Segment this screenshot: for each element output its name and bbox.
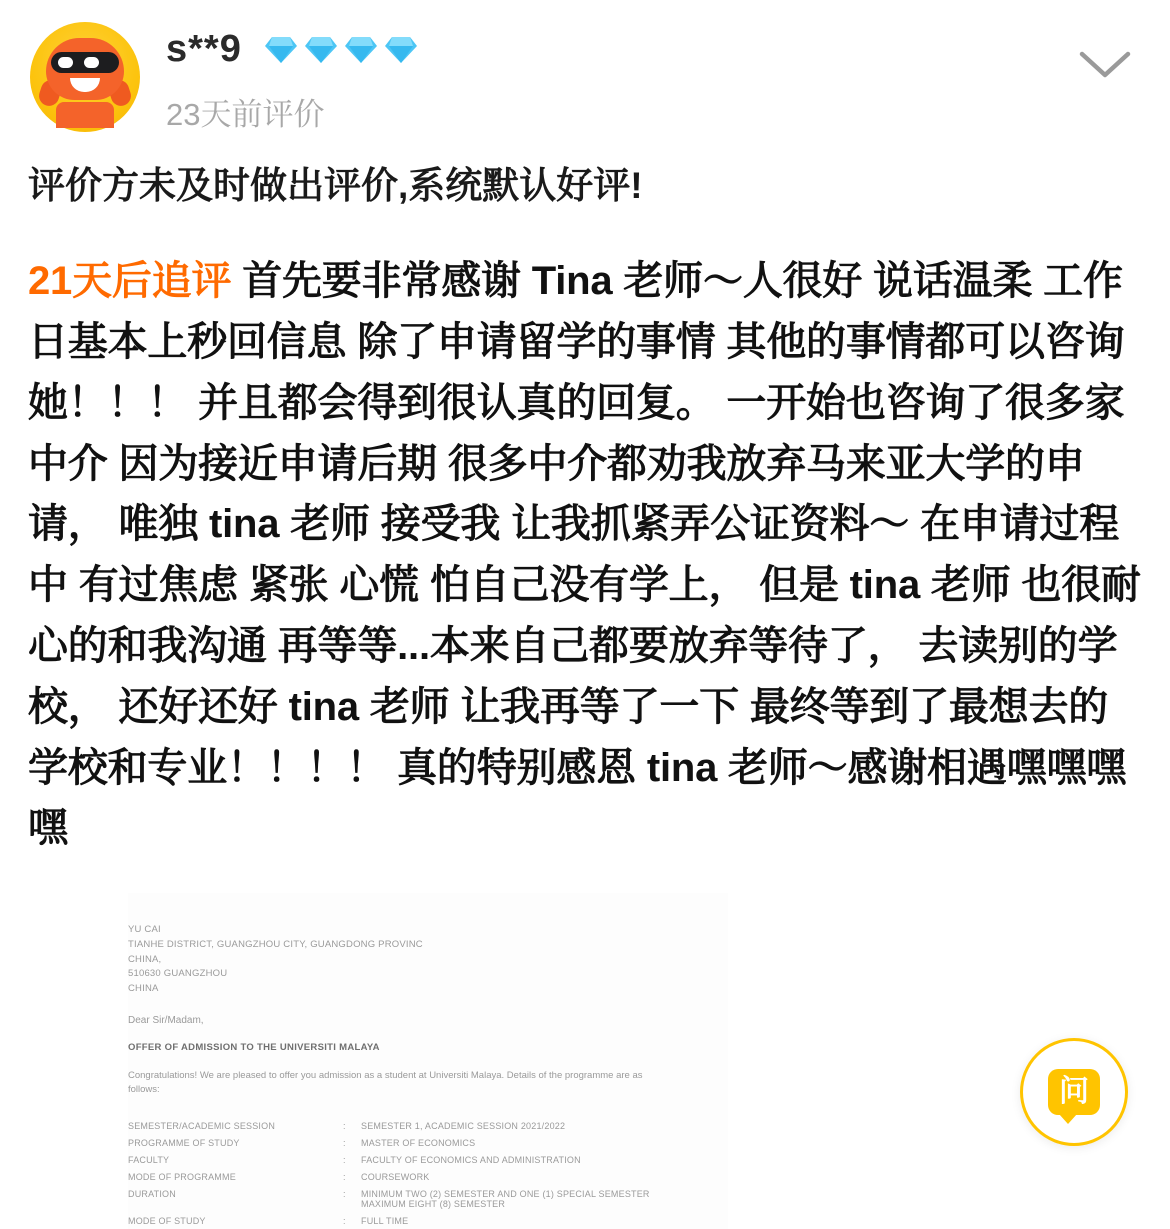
letter-address-line: 510630 GUANGZHOU <box>128 968 228 980</box>
reviewer-name: s**9 <box>166 28 242 70</box>
table-cell-key: PROGRAMME OF STUDY <box>128 1137 240 1148</box>
table-cell-colon: : <box>343 1171 346 1182</box>
table-cell-key: MODE OF PROGRAMME <box>128 1171 236 1182</box>
appended-review-text <box>28 251 1142 859</box>
table-cell-value: FACULTY OF ECONOMICS AND ADMINISTRATION <box>361 1154 581 1165</box>
table-cell-value-line: MAXIMUM EIGHT (8) SEMESTER <box>361 1198 506 1209</box>
avatar-eye-right <box>84 57 99 68</box>
diamond-icon <box>304 35 338 65</box>
review-body <box>0 163 1170 1229</box>
admission-letter-image[interactable] <box>128 893 728 1229</box>
table-cell-value-line: MINIMUM TWO (2) SEMESTER AND ONE (1) SPECIAL SEMESTER <box>361 1188 650 1199</box>
append-review-tag: 21天后追评 <box>28 259 232 304</box>
table-row <box>128 1185 688 1212</box>
initial-review-text: 评价方未及时做出评价,系统默认好评! <box>28 165 643 206</box>
table-row <box>128 1151 688 1168</box>
table-cell-value: FULL TIME <box>361 1215 409 1226</box>
avatar-eye-left <box>58 57 73 68</box>
letter-details-table <box>128 1117 688 1229</box>
avatar-legs <box>56 102 114 128</box>
letter-address-line: TIANHE DISTRICT, GUANGZHOU CITY, GUANGDONG PROVINC <box>128 938 423 950</box>
table-cell-colon: : <box>343 1137 346 1148</box>
ask-consultant-button[interactable] <box>1020 1038 1128 1146</box>
table-cell-value: MASTER OF ECONOMICS <box>361 1137 476 1148</box>
table-cell-key: MODE OF STUDY <box>128 1215 206 1226</box>
letter-address-line: CHINA <box>128 983 159 995</box>
letter-salutation: Dear Sir/Madam, <box>128 1014 204 1026</box>
table-cell-colon: : <box>343 1188 346 1199</box>
table-row <box>128 1117 688 1134</box>
avatar[interactable] <box>30 22 140 132</box>
letter-subject: OFFER OF ADMISSION TO THE UNIVERSITI MALAYA <box>128 1041 380 1053</box>
table-cell-colon: : <box>343 1120 346 1131</box>
table-cell-key: DURATION <box>128 1188 176 1199</box>
table-cell-value <box>361 1185 688 1212</box>
letter-address-line: CHINA, <box>128 953 162 965</box>
ask-button-label: 问 <box>1059 1075 1089 1108</box>
table-cell-key: FACULTY <box>128 1154 170 1165</box>
table-cell-value: SEMESTER 1, ACADEMIC SESSION 2021/2022 <box>361 1120 566 1131</box>
letter-address <box>128 923 728 997</box>
table-cell-value: COURSEWORK <box>361 1171 430 1182</box>
reviewer-name-row <box>166 28 1070 71</box>
chevron-down-icon[interactable] <box>1070 30 1140 100</box>
letter-address-line: YU CAI <box>128 924 161 936</box>
letter-paragraph: Congratulations! We are pleased to offer you admission as a student at Universiti Malaya. Details of the programme are as follows: <box>128 1069 643 1096</box>
reviewer-info <box>166 22 1070 134</box>
table-cell-colon: : <box>343 1215 346 1226</box>
table-cell-colon: : <box>343 1154 346 1165</box>
review-header <box>0 0 1170 145</box>
table-row <box>128 1168 688 1185</box>
table-cell-key: SEMESTER/ACADEMIC SESSION <box>128 1120 276 1131</box>
table-row <box>128 1134 688 1151</box>
review-date: 23天前评价 <box>166 97 325 132</box>
rank-gems <box>264 35 418 65</box>
chat-bubble-icon <box>1048 1069 1100 1115</box>
append-review-content: 首先要非常感谢 Tina 老师～人很好 说话温柔 工作日基本上秒回信息 除了申请留学的事情 其他的事情都可以咨询她！！！ 并且都会得到很认真的回复。 一开始也咨询了很多家中介 因为接近申请后期 很多中介都劝我放弃马来亚大学的申请， 唯独 tina 老师 接受我 让我抓紧弄公证资料～ 在申请过程中 有过焦虑 紧张 心慌 怕自己没有学上， 但是 tina 老师 也很耐心的和我沟通 再等等...本来自己都要放弃等待了， 去读别的学校， 还好还好 tina 老师 让我再等了一下 最终等到了最想去的学校和专业！！！！ 真的特别感恩 tina 老师～感谢相遇嘿嘿嘿嘿 <box>28 259 1141 851</box>
diamond-icon <box>384 35 418 65</box>
diamond-icon <box>264 35 298 65</box>
table-row <box>128 1212 688 1229</box>
diamond-icon <box>344 35 378 65</box>
